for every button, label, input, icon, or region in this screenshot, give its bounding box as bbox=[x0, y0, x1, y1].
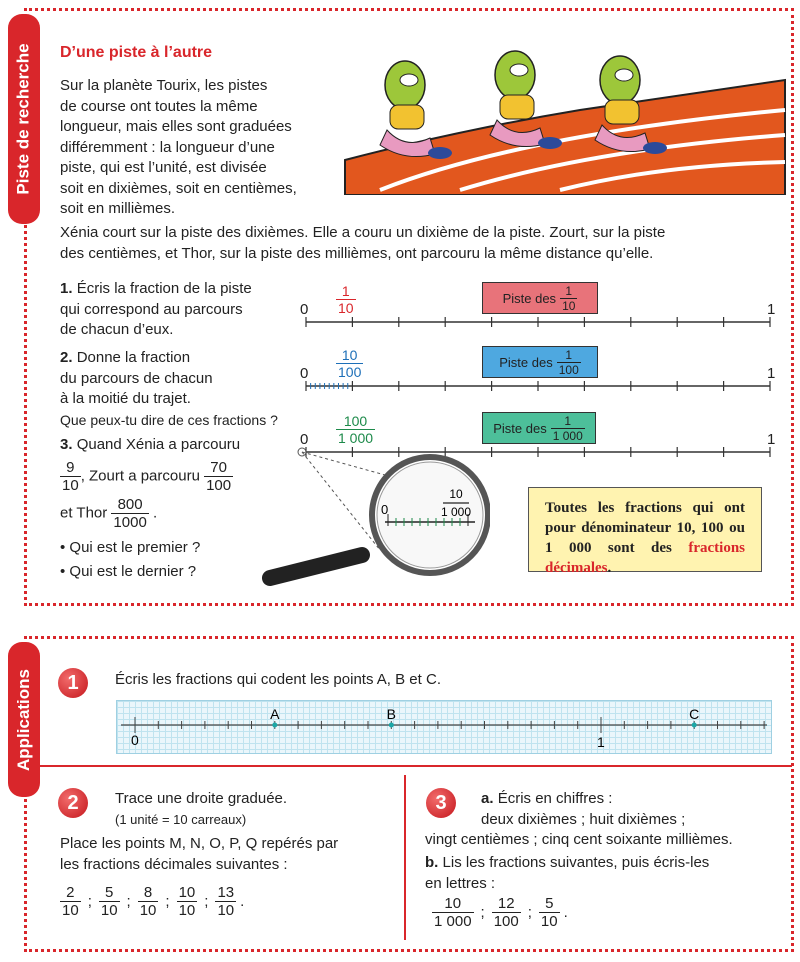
story-line: des centièmes, et Thor, sur la piste des millièmes, ont parcouru la même distance qu’elle. bbox=[60, 244, 654, 262]
magnifier-frac-den: 1 000 bbox=[440, 505, 472, 519]
separator: ; bbox=[165, 893, 170, 910]
exercise-2-text bbox=[115, 789, 400, 830]
race-illustration bbox=[340, 40, 790, 195]
track-fraction: $\frac{1}{10}$ bbox=[338, 283, 354, 316]
question-text: Que peux-tu dire de ces fractions ? bbox=[60, 411, 278, 428]
track-box-fraction: $\frac{1}{100}$ bbox=[558, 347, 579, 377]
definition-end: . bbox=[607, 560, 612, 576]
separator: ; bbox=[126, 893, 131, 910]
exercise-2-instructions bbox=[60, 834, 400, 875]
question-number: 2. bbox=[60, 349, 73, 366]
exercise-2-badge: 2 bbox=[58, 788, 88, 818]
track-box-fraction: $\frac{1}{10}$ bbox=[562, 283, 576, 313]
story-line: Xénia court sur la piste des dixièmes. Elle a couru un dixième de la piste. Zourt, sur la piste bbox=[60, 224, 666, 241]
applications-tab bbox=[8, 642, 40, 797]
question-text: et Thor bbox=[60, 503, 108, 521]
track-label: Piste des bbox=[502, 290, 557, 306]
point-label: A bbox=[270, 706, 280, 722]
part-text: en lettres : bbox=[425, 874, 496, 892]
question-text: Quand Xénia a parcouru bbox=[76, 436, 241, 453]
fraction-xenia: $\frac{9}{10}$ bbox=[62, 458, 79, 494]
part-text: deux dixièmes ; huit dixièmes ; bbox=[481, 810, 686, 828]
exercise-2-line: les fractions décimales suivantes : bbox=[60, 855, 288, 873]
question-1 bbox=[60, 279, 300, 341]
track-zero-label: 0 bbox=[300, 431, 309, 448]
point-marker bbox=[389, 723, 394, 728]
fraction: $\frac{5}{10}$ bbox=[100, 884, 118, 919]
definition-text: Toutes les fractions qui ont pour dénominateur 10, 100 ou 1 000 sont des bbox=[545, 500, 745, 556]
bullet-item: • Qui est le dernier ? bbox=[60, 562, 197, 580]
applications-tab-label: Applications bbox=[14, 668, 34, 771]
track-line bbox=[298, 380, 778, 400]
separator: ; bbox=[204, 893, 209, 910]
point-marker bbox=[692, 723, 697, 728]
story-paragraph bbox=[60, 223, 785, 264]
intro-line: différemment : la longueur d’une bbox=[60, 138, 275, 156]
magnifier-frac-num: 10 bbox=[449, 487, 463, 501]
definition-highlight: fractions décimales bbox=[545, 540, 746, 576]
intro-paragraph bbox=[60, 76, 360, 220]
grid-number-line bbox=[116, 700, 772, 754]
part-label: a. bbox=[481, 790, 494, 807]
number-line-svg bbox=[117, 701, 773, 755]
exercise-2-line: Trace une droite graduée. bbox=[115, 790, 288, 807]
magnifier bbox=[250, 440, 490, 590]
intro-line: soit en dixièmes, soit en centièmes, bbox=[60, 179, 297, 197]
track-label-box bbox=[482, 282, 598, 314]
question-number: 1. bbox=[60, 280, 73, 297]
intro-line: longueur, mais elles sont graduées bbox=[60, 118, 292, 135]
research-tab bbox=[8, 14, 40, 224]
question-text: Écris la fraction de la piste bbox=[76, 280, 252, 297]
question-text: Donne la fraction bbox=[76, 349, 191, 366]
fraction: $\frac{12}{100}$ bbox=[493, 895, 519, 930]
part-text: Lis les fractions suivantes, puis écris-les bbox=[442, 854, 710, 871]
vertical-divider bbox=[404, 775, 406, 940]
exercise-3-part-b bbox=[425, 853, 785, 894]
track-zero-label: 0 bbox=[300, 365, 309, 382]
track-label: Piste des bbox=[493, 420, 547, 436]
track-box-fraction: $\frac{1}{1 000}$ bbox=[552, 413, 583, 443]
track-line bbox=[298, 316, 778, 336]
question-2 bbox=[60, 348, 320, 430]
track-fraction: $\frac{100}{1 000}$ bbox=[338, 413, 374, 446]
separator: ; bbox=[480, 904, 485, 921]
question-number: 3. bbox=[60, 436, 73, 453]
intro-line: de course ont toutes la même bbox=[60, 97, 258, 115]
question-text: . bbox=[152, 503, 158, 521]
intro-line: piste, qui est l’unité, est divisée bbox=[60, 159, 267, 176]
question-text: de chacun d’eux. bbox=[60, 321, 174, 338]
exercise-2-fractions bbox=[60, 885, 244, 918]
separator: ; bbox=[527, 904, 532, 921]
point-label: B bbox=[386, 706, 396, 722]
separator: ; bbox=[87, 893, 92, 910]
track-one-label: 1 bbox=[767, 431, 776, 448]
point-label: C bbox=[689, 706, 700, 722]
fraction: $\frac{2}{10}$ bbox=[62, 884, 79, 919]
track-label-box bbox=[482, 412, 596, 444]
end-dot: . bbox=[563, 904, 568, 921]
section-title: D’une piste à l’autre bbox=[60, 44, 213, 61]
exercise-1-badge: 1 bbox=[58, 668, 88, 698]
intro-line: Sur la planète Tourix, les pistes bbox=[60, 77, 268, 94]
part-text: vingt centièmes ; cinq cent soixante millièmes. bbox=[425, 831, 733, 848]
bullet-item: • Qui est le premier ? bbox=[60, 539, 201, 556]
question-text: , Zourt a parcouru bbox=[80, 466, 200, 484]
fraction: $\frac{13}{10}$ bbox=[217, 884, 235, 919]
track-label: Piste des bbox=[499, 354, 553, 370]
exercise-3-fractions bbox=[432, 896, 568, 929]
part-text: Écris en chiffres : bbox=[497, 790, 613, 807]
fraction-thor: $\frac{800}{1000}$ bbox=[113, 495, 147, 531]
fraction: $\frac{8}{10}$ bbox=[139, 884, 157, 919]
axis-one-label: 1 bbox=[597, 734, 605, 750]
exercise-2-line: (1 unité = 10 carreaux) bbox=[115, 811, 247, 827]
question-text: à la moitié du trajet. bbox=[60, 390, 191, 407]
magnifier-zero: 0 bbox=[381, 502, 389, 517]
intro-line: soit en millièmes. bbox=[60, 200, 176, 217]
track-one-label: 1 bbox=[767, 365, 776, 382]
track-one-label: 1 bbox=[767, 301, 776, 318]
fraction: $\frac{5}{10}$ bbox=[540, 895, 558, 930]
research-tab-label: Piste de recherche bbox=[14, 43, 34, 195]
horizontal-divider bbox=[40, 765, 792, 767]
end-dot: . bbox=[240, 893, 245, 910]
axis-zero-label: 0 bbox=[131, 732, 139, 748]
fraction-zourt: $\frac{70}{100}$ bbox=[206, 458, 232, 494]
exercise-2-line: Place les points M, N, O, P, Q repérés par bbox=[60, 835, 339, 852]
question-text: du parcours de chacun bbox=[60, 369, 213, 387]
track-label-box bbox=[482, 346, 598, 378]
definition-box bbox=[528, 487, 762, 576]
exercise-3-part-a bbox=[425, 789, 785, 851]
track-zero-label: 0 bbox=[300, 301, 309, 318]
exercise-3-badge: 3 bbox=[426, 788, 456, 818]
bullet-list bbox=[60, 538, 200, 582]
question-text: qui correspond au parcours bbox=[60, 300, 243, 318]
part-label: b. bbox=[425, 854, 439, 871]
exercise-1-text: Écris les fractions qui codent les points A, B et C. bbox=[115, 671, 441, 688]
fraction: $\frac{10}{10}$ bbox=[178, 884, 196, 919]
point-marker bbox=[272, 723, 277, 728]
track-fraction: $\frac{10}{100}$ bbox=[338, 347, 362, 380]
fraction: $\frac{10}{1 000}$ bbox=[434, 895, 472, 930]
